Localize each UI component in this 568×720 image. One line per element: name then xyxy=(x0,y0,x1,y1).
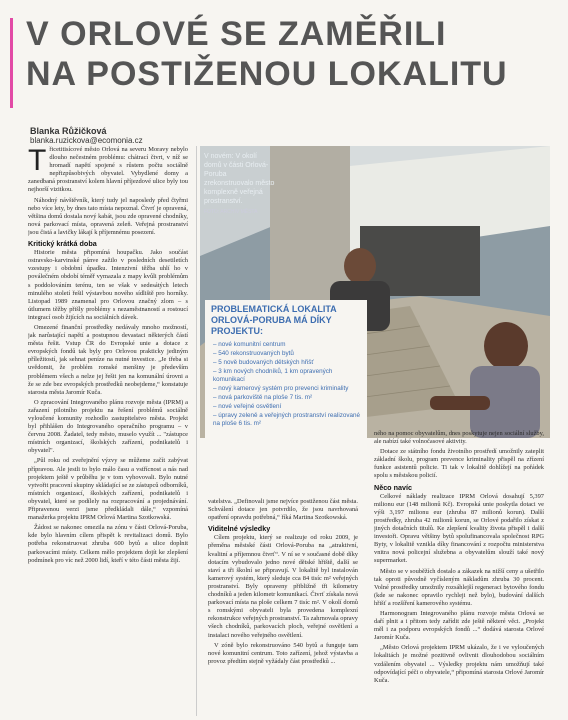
headline xyxy=(26,14,546,94)
headline-line-2: NA POSTIŽENOU LOKALITU xyxy=(26,55,508,93)
paragraph: „Město Orlová projektem IPRM ukázalo, že i ve vyloučených lokalitách je možné pozitivně ovlivnit dlouhodobou sociálním vzdálením obyvatel ... Výsledky projektu nám umožňují také odpovídající péči o obyvatele,“ připomíná starosta Orlové Jaromír Kuča. xyxy=(374,644,544,684)
paragraph: vatelstva. „Definovali jsme nejvíce postiženou část města. Schválení dotace jen potvrdilo, že jsou navrhovaná opatření opravdu potřebná,“ říká Martina Szotkowská. xyxy=(208,498,358,522)
info-box xyxy=(205,300,367,482)
paragraph: Historie města připomíná houpačku. Jako součást ostravsko-karvinské pánve zažilo v posledních desetiletích vzestupy i obdobní úpadku. Intenzivní těžba uhlí ho v poválečném období téměř vymazala z mapy kvůli problémům s poddolováním terénu, ten se však v sedesátých letech minulého století řešil výstavbou nového sídliště pro horníky. Listopad 1989 znamenal pro Orlovou značný zlom – s útlumem těžby přišly problémy s nezaměstnaností a rostoucí integrací osob žijících na sociálních dávek. xyxy=(28,249,188,321)
author-email: blanka.ruzickova@ecomonia.cz xyxy=(30,136,143,145)
paragraph: Dotace ze státního fondu životního prostředí umožnily zateplit základní školu, program prevence kriminality přispěl na zřízení funkce asistentů policie. Ti tak v lokalitě dohlížejí na pořádek spolu s městskou policií. xyxy=(374,448,544,480)
paragraph: O zpracování Integrovaného plánu rozvoje města (IPRM) a zařazení pilotního projektu na řešení problémů sociálně vyloučené komunity rozhodlo zastupitelstvo města. Projekt byl přihlášen do Integrovaného operačního programu – v červnu 2008. Žadatel, tedy město, muselo využít ... "zástupce místních organizací, školských zařízení, podnikatelů i obyvatel". xyxy=(28,398,188,455)
list-item: – 5 nově budovaných dětských hřišť xyxy=(213,359,363,367)
list-item: – nové veřejné osvětlení xyxy=(213,403,363,411)
paragraph: Omezené finanční prostředky nedávaly mnoho možností, jak narůstající napětí a postupnou devastaci některých částí města řešit. Vstup ČR do Evropské unie a dotace z evropských fondů tak byly pro Orlovou prakticky jediným příležitostí, jak sehnat peníze na nutné investice. „Je třeba si uvědomit, že problém romské menšiny je především problémem všech a nelze jej řešit jen na komunální úrovni a že se zde bez evropských prostředků neobejdeme,“ konstatuje starosta města Jaromír Kuča. xyxy=(28,323,188,396)
drop-cap: T xyxy=(28,146,47,177)
column-1 xyxy=(28,146,188,716)
list-item: – 540 rekonstruovaných bytů xyxy=(213,350,363,358)
list-item: – úpravy zeleně a veřejných prostranství realizované na ploše 6 tis. m² xyxy=(213,412,363,428)
list-item: – nová parkoviště na ploše 7 tis. m² xyxy=(213,394,363,402)
margin-marker xyxy=(10,18,13,108)
paragraph: ného na pomoc obyvatelům, dnes poskytuje nejen sociální služby, ale nabízí také volnočasové aktivity. xyxy=(374,430,544,446)
info-box-title: PROBLEMATICKÁ LOKALITA ORLOVÁ-PORUBA MÁ DÍKY PROJEKTU: xyxy=(211,304,337,336)
paragraph: Město se v souběžích dostalo a zákazek na nižší ceny a ušetřilo tak oproti původně vyčísleným nákladům zhruba 30 procent. Volné prostředky umožnily rozsáhlejší regeneraci bytového fondu (kde se nakonec opravilo rychleji než bylo), budování dalších hřišť a rozšíření kamerového systému. xyxy=(374,567,544,607)
caption-credit: FOTO: ARCHIV MĚSTA xyxy=(204,209,258,215)
list-item: – nové komunitní centrum xyxy=(213,341,363,349)
column-2 xyxy=(208,498,358,716)
paragraph: Harmonogram Integrovaného plánu rozvoje města Orlová se daří plnit a i přitom tedy zařídit zde ještě některé věci. „Projekt měl i za podporu evropských fondů ...“ dodává starosta Orlové Jaromír Kuča. xyxy=(374,609,544,642)
caption-text: V novém: V okolí domů v části Orlová-Poruba zrekonstruovalo město komplexně veřejná prostranství. xyxy=(204,153,275,205)
byline xyxy=(30,126,143,146)
headline-line-1: V ORLOVÉ SE ZAMĚŘILI xyxy=(26,15,447,53)
paragraph: Žádost se nakonec omezila na zónu v části Orlová-Poruba, kde bylo hlavním cílem přispět k revitalizaci domů. Bylo potřeba rekonstruovat zhruba 600 bytů a ulice doplnit parkovacími místy. Celkem mělo projektem dojít ke zlepšení podmínek pro víc než 2000 lidí, kteří v této části města žijí. xyxy=(28,524,188,564)
paragraph: Celkové náklady realizace IPRM Orlová dosahují 5,397 milionu eur (148 milionů Kč). Evropská unie poskytla dotaci ve výši 3,197 milionu eur (zhruba 87 milionů korun). Další prostředky, zhruba 42 milionů korun, se Orlové podařilo získat z jiných dotačních titulů. Ke zlepšení kvality života přispěl i další investoři. Opravu většiny bytů spolufinancovala společnost RPG Byty, v lokalitě vznikla díky financování z rozpočtu ministerstva vnitra nová policejní služebna a obyvatelům slouží také nový supermarket. xyxy=(374,492,544,565)
column-divider xyxy=(196,146,197,716)
subheading: Něco navíc xyxy=(374,482,412,492)
paragraph: Náhodný návštěvník, který tudy jel naposledy před čtyřmi nebo více lety, by dnes tato místa nepoznal. Čtvrť je opravená, většina domů dostala nový kabát, jsou zde opravené chodníky, nová parkovací místa, opravená zeleň. Veřejná prostranství jsou čistá a lavičky lákají k příjemnému posezení. xyxy=(28,196,188,236)
paragraph: V zóně bylo rekonstruováno 540 bytů a funguje tam nové komunitní centrum. Toto zařízení, jehož výstavba a provoz předtím stejně vyžádaly část prostředků ... xyxy=(208,641,358,665)
subheading: Viditelné výsledky xyxy=(208,524,271,534)
column-3 xyxy=(374,430,544,718)
info-box-list xyxy=(205,341,367,428)
lead-paragraph: řicetitisícové město Orlová na severu Moravy nebylo dlouho nečestném problému: chátrací čtvrt, v níž se hromadí napětí spojené s růstem počtu sociálně nepřizpůsobivých obyvatel. Vybydlené domy a zanedbaná prostranství kolem hlavní příjezdové ulice byly tou nejhorší vizitkou. xyxy=(28,146,188,194)
paragraph: „Půl roku od zveřejnění výzvy se můžeme začít zabývat přípravou. Ale jestli to bylo málo času a vstřícnost a nás nad projektem ještě v průběhu je v tom vyhovovali. Bylo nutné vytvořit pracovní skupiny skládající se ze zástupců odborníků, místních organizací, školských zařízení, podnikatelů i obyvatel, které se podílely na rozpracování a projednávání. Připravenou verzi jsme předkládali dále,“ vzpomíná manažerka projektu IPRM Orlová Martina Szotkowská. xyxy=(28,457,188,522)
photo-caption xyxy=(204,152,276,217)
list-item: – 3 km nových chodníků, 1 km opravených komunikací xyxy=(213,368,363,384)
list-item: – nový kamerový systém pro prevenci kriminality xyxy=(213,385,363,393)
paragraph: Cílem projektu, který se realizuje od roku 2009, je přeměna městské části Orlová-Poruba na „atraktivní, kvalitní a příjemnou čtvrť“. V ní se v současné době díky dotacím vybudovalo jedno nové dětské hřiště, další se staví a tři školní se připravují. V lokalitě byl instalován kamerový systém, který sleduje cca 84 tisíc m² veřejných prostranství. Byly opraveny přibližně tři kilometry chodníků a jeden kilometr komunikací. Čtvrť získala nová parkovací místa na ploše celkem 7 tisíc m². V okolí domů s romskými obyvateli byla provedena komplexní rekonstrukce veřejných prostranství. Ta zahrnovala opravy všech chodníků, parkovacích ploch, veřejné osvětlení a instalaci nového veřejného osvětlení. xyxy=(208,534,358,639)
subheading: Kritický krátká doba xyxy=(28,239,97,249)
author-name: Blanka Růžičková xyxy=(30,126,107,136)
